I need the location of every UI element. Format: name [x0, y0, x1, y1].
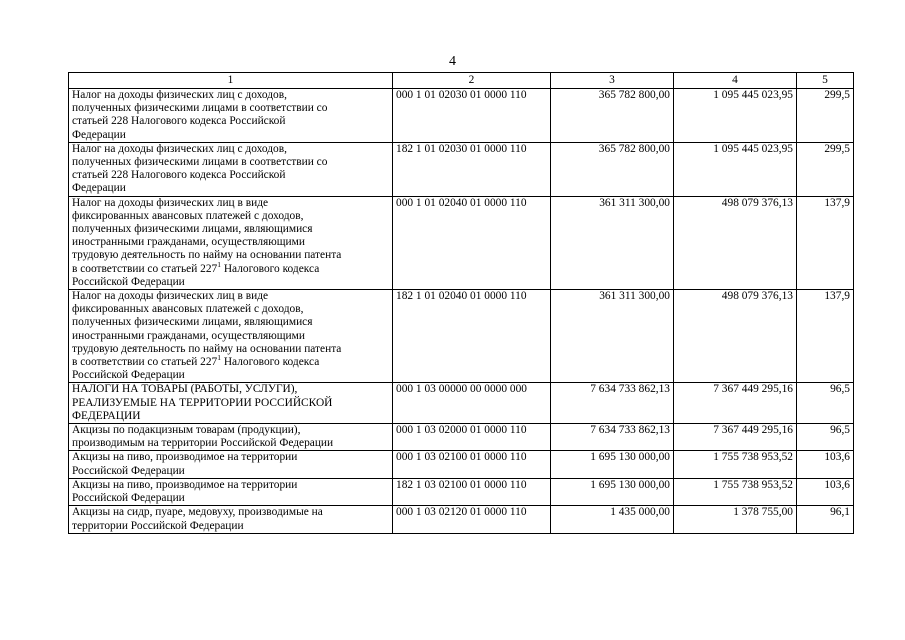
row-name-line: Налог на доходы физических лиц в виде — [72, 290, 269, 303]
row-name-line: полученных физическими лицами, являющимися — [72, 223, 313, 236]
row-percent-value: 103,6 — [797, 478, 854, 505]
row-fact-value: 1 095 445 023,95 — [674, 142, 797, 196]
row-code: 182 1 01 02030 01 0000 110 — [393, 142, 551, 196]
row-code: 000 1 03 02000 01 0000 110 — [393, 424, 551, 451]
row-name-line: Федерации — [72, 128, 126, 141]
row-name-line: Федерации — [72, 182, 126, 195]
row-code: 000 1 01 02040 01 0000 110 — [393, 196, 551, 289]
row-plan-value: 365 782 800,00 — [551, 89, 674, 143]
row-name-line: трудовую деятельность по найму на основании патента — [72, 342, 342, 355]
row-name-line: полученных физическими лицами в соответствии со — [72, 102, 328, 115]
row-name-line: Акцизы по подакцизным товарам (продукции), — [72, 424, 301, 437]
row-fact-value: 7 367 449 295,16 — [674, 383, 797, 424]
row-name-line: полученных физическими лицами в соответствии со — [72, 156, 328, 169]
table-row — [69, 196, 854, 289]
row-fact-value: 1 378 755,00 — [674, 506, 797, 533]
row-name — [69, 424, 393, 451]
row-name-line: фиксированных авансовых платежей с доходов, — [72, 303, 304, 316]
budget-table — [68, 72, 854, 534]
header-col-5: 5 — [797, 73, 854, 89]
row-name — [69, 383, 393, 424]
row-name-line: иностранными гражданами, осуществляющими — [72, 329, 305, 342]
row-percent-value: 96,5 — [797, 383, 854, 424]
row-code: 182 1 03 02100 01 0000 110 — [393, 478, 551, 505]
row-plan-value: 361 311 300,00 — [551, 196, 674, 289]
row-code: 000 1 03 00000 00 0000 000 — [393, 383, 551, 424]
row-plan-value: 7 634 733 862,13 — [551, 424, 674, 451]
header-col-1: 1 — [69, 73, 393, 89]
article-superscript: 1 — [217, 353, 221, 363]
row-name-line: Налог на доходы физических лиц с доходов, — [72, 142, 287, 155]
row-plan-value: 361 311 300,00 — [551, 290, 674, 383]
row-name-line: Налог на доходы физических лиц с доходов, — [72, 89, 287, 101]
row-name-line: НАЛОГИ НА ТОВАРЫ (РАБОТЫ, УСЛУГИ), — [72, 383, 298, 396]
row-fact-value: 1 095 445 023,95 — [674, 89, 797, 143]
row-name-line: фиксированных авансовых платежей с доходов, — [72, 209, 304, 222]
row-name-line: в соответствии со статьей 227 — [72, 356, 218, 369]
table-row — [69, 383, 854, 424]
row-name-line: Акцизы на пиво, производимое на территории — [72, 451, 298, 464]
row-name — [69, 290, 393, 383]
table-row — [69, 89, 854, 143]
row-name-line-tail: Налогового кодекса — [220, 262, 320, 275]
row-percent-value: 96,5 — [797, 424, 854, 451]
row-plan-value: 1 695 130 000,00 — [551, 451, 674, 478]
row-percent-value: 103,6 — [797, 451, 854, 478]
table-row — [69, 478, 854, 505]
table-row — [69, 424, 854, 451]
row-name-line: ФЕДЕРАЦИИ — [72, 409, 141, 422]
table-row — [69, 506, 854, 533]
row-name-line: Российской Федерации — [72, 369, 185, 382]
article-superscript: 1 — [217, 259, 221, 269]
row-name — [69, 478, 393, 505]
row-plan-value: 7 634 733 862,13 — [551, 383, 674, 424]
row-code: 000 1 03 02120 01 0000 110 — [393, 506, 551, 533]
row-fact-value: 498 079 376,13 — [674, 290, 797, 383]
table-row — [69, 142, 854, 196]
row-name-line: Акцизы на пиво, производимое на территории — [72, 478, 298, 491]
row-fact-value: 7 367 449 295,16 — [674, 424, 797, 451]
row-name-line: статьей 228 Налогового кодекса Российской — [72, 115, 286, 128]
row-name-line: Налог на доходы физических лиц в виде — [72, 196, 269, 209]
row-code: 182 1 01 02040 01 0000 110 — [393, 290, 551, 383]
row-name-line: в соответствии со статьей 227 — [72, 262, 218, 275]
row-name-line: трудовую деятельность по найму на основании патента — [72, 249, 342, 262]
row-fact-value: 1 755 738 953,52 — [674, 478, 797, 505]
table-row — [69, 451, 854, 478]
row-name-line: Российской Федерации — [72, 275, 185, 288]
row-plan-value: 365 782 800,00 — [551, 142, 674, 196]
row-percent-value: 137,9 — [797, 196, 854, 289]
header-col-4: 4 — [674, 73, 797, 89]
row-percent-value: 137,9 — [797, 290, 854, 383]
table-row — [69, 290, 854, 383]
row-name-line: Российской Федерации — [72, 492, 185, 505]
row-percent-value: 96,1 — [797, 506, 854, 533]
row-name-line-tail: Налогового кодекса — [220, 356, 320, 369]
row-name-line: полученных физическими лицами, являющимися — [72, 316, 313, 329]
row-fact-value: 498 079 376,13 — [674, 196, 797, 289]
row-name-line: статьей 228 Налогового кодекса Российской — [72, 169, 286, 182]
table-body — [69, 89, 854, 534]
row-name-line: производимым на территории Российской Федерации — [72, 437, 334, 450]
row-plan-value: 1 695 130 000,00 — [551, 478, 674, 505]
row-percent-value: 299,5 — [797, 89, 854, 143]
row-name — [69, 451, 393, 478]
row-percent-value: 299,5 — [797, 142, 854, 196]
row-name-line: территории Российской Федерации — [72, 519, 244, 532]
row-code: 000 1 03 02100 01 0000 110 — [393, 451, 551, 478]
header-col-3: 3 — [551, 73, 674, 89]
row-name — [69, 89, 393, 143]
row-plan-value: 1 435 000,00 — [551, 506, 674, 533]
row-name-line: РЕАЛИЗУЕМЫЕ НА ТЕРРИТОРИИ РОССИЙСКОЙ — [72, 396, 333, 409]
row-code: 000 1 01 02030 01 0000 110 — [393, 89, 551, 143]
row-name-line: иностранными гражданами, осуществляющими — [72, 236, 305, 249]
page-number: 4 — [449, 54, 456, 69]
row-fact-value: 1 755 738 953,52 — [674, 451, 797, 478]
row-name-line: Акцизы на сидр, пуаре, медовуху, производимые на — [72, 506, 323, 519]
row-name — [69, 196, 393, 289]
row-name-line: Российской Федерации — [72, 464, 185, 477]
header-row — [69, 73, 854, 89]
row-name — [69, 506, 393, 533]
row-name — [69, 142, 393, 196]
header-col-2: 2 — [393, 73, 551, 89]
